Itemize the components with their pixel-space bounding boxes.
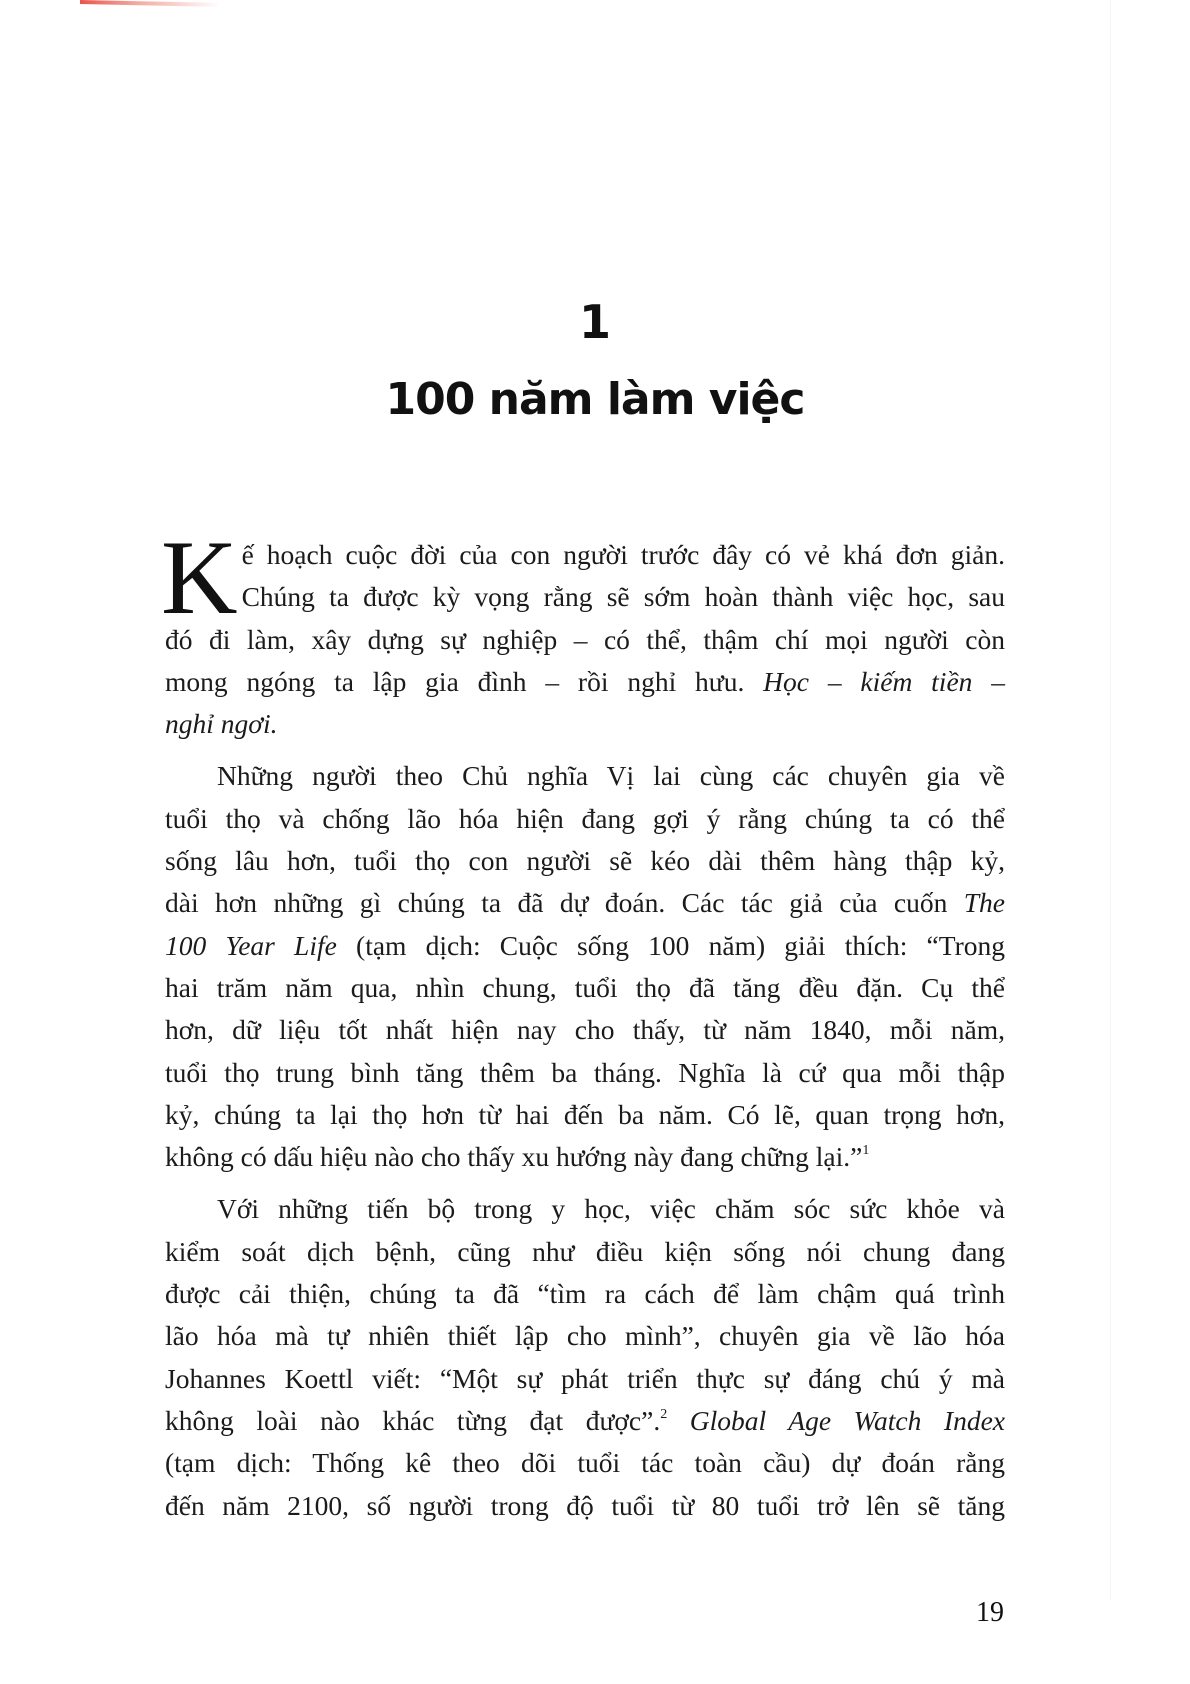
text-line: kiểm soát dịch bệnh, cũng như điều kiện sống nói chung đang: [165, 1235, 1005, 1267]
paragraph-2: [165, 755, 1005, 1178]
text-line: [165, 1188, 1005, 1230]
text-line: Chúng ta được kỳ vọng rằng sẽ sớm hoàn thành việc học, sau: [241, 581, 1005, 613]
text-line: [165, 703, 1005, 745]
text-line-content: (tạm dịch: Cuộc sống 100 năm) giải thích: “Trong: [336, 929, 1005, 961]
text-line: hai trăm năm qua, nhìn chung, tuổi thọ đã tăng đều đặn. Cụ thể: [165, 971, 1005, 1003]
italic-book-title: 100 Year Life: [165, 929, 337, 961]
text-line: đến năm 2100, số người trong độ tuổi từ 80 tuổi trở lên sẽ tăng: [165, 1489, 1005, 1521]
text-line: [165, 661, 1005, 703]
chapter-title-text: 100 năm làm việc: [385, 374, 805, 425]
text-line: [165, 755, 1005, 797]
text-line: [165, 882, 1005, 924]
text-line: kỷ, chúng ta lại thọ hơn từ hai đến ba năm. Có lẽ, quan trọng hơn,: [165, 1098, 1005, 1130]
text-line: ế hoạch cuộc đời của con người trước đây có vẻ khá đơn giản.: [241, 539, 1005, 570]
text-line: sống lâu hơn, tuổi thọ con người sẽ kéo dài thêm hàng thập kỷ,: [165, 845, 1005, 877]
italic-book-title: The: [963, 887, 1005, 919]
chapter-number-text: 1: [578, 295, 611, 349]
paragraph-1: [161, 519, 1005, 745]
text-line-content: Những người theo Chủ nghĩa Vị lai cùng các chuyên gia về: [217, 760, 1005, 792]
text-line: Johannes Koettl viết: “Một sự phát triển thực sự đáng chú ý mà: [165, 1362, 1005, 1394]
text-line: lão hóa mà tự nhiên thiết lập cho mình”, chuyên gia về lão hóa: [165, 1320, 1005, 1352]
footnote-marker[interactable]: 2: [660, 1406, 668, 1422]
text-line: hơn, dữ liệu tốt nhất hiện nay cho thấy, từ năm 1840, mỗi năm,: [165, 1014, 1005, 1046]
body-text: [161, 519, 1005, 1527]
text-line: được cải thiện, chúng ta đã “tìm ra cách để làm chậm quá trình: [165, 1278, 1005, 1310]
text-line-content: không loài nào khác từng đạt được”.: [165, 1404, 661, 1436]
paragraph-3: [165, 1188, 1005, 1526]
text-line: [165, 619, 1005, 661]
chapter-title: [0, 370, 1190, 430]
text-line-content: đó đi làm, xây dựng sự nghiệp – có thể, thậm chí mọi người còn: [165, 623, 1005, 655]
text-line: tuổi thọ trung bình tăng thêm ba tháng. Nghĩa là cứ qua mỗi thập: [165, 1056, 1005, 1088]
italic-phrase: nghỉ ngơi.: [165, 708, 278, 740]
footnote-marker[interactable]: 1: [862, 1143, 870, 1159]
drop-cap: K: [161, 519, 238, 636]
text-line-content: không có dấu hiệu nào cho thấy xu hướng này đang chững lại.”: [165, 1141, 863, 1173]
text-line: tuổi thọ và chống lão hóa hiện đang gợi ý rằng chúng ta có thể: [165, 802, 1005, 834]
text-line: [165, 925, 1005, 967]
text-line: (tạm dịch: Thống kê theo dõi tuổi tác toàn cầu) dự đoán rằng: [165, 1447, 1005, 1479]
text-line-content: dài hơn những gì chúng ta đã dự đoán. Các tác giả của cuốn: [165, 887, 964, 919]
text-line-content: mong ngóng ta lập gia đình – rồi nghỉ hưu.: [165, 665, 764, 697]
page-number: 19: [976, 1597, 1004, 1628]
chapter-number: [0, 292, 1190, 352]
text-line: [165, 1136, 1005, 1178]
text-line-content: Với những tiến bộ trong y học, việc chăm sóc sức khỏe và: [217, 1193, 1005, 1225]
italic-phrase: Học – kiếm tiền –: [763, 665, 1005, 697]
text-line: [165, 1400, 1005, 1442]
italic-index-name: Global Age Watch Index: [667, 1404, 1005, 1436]
